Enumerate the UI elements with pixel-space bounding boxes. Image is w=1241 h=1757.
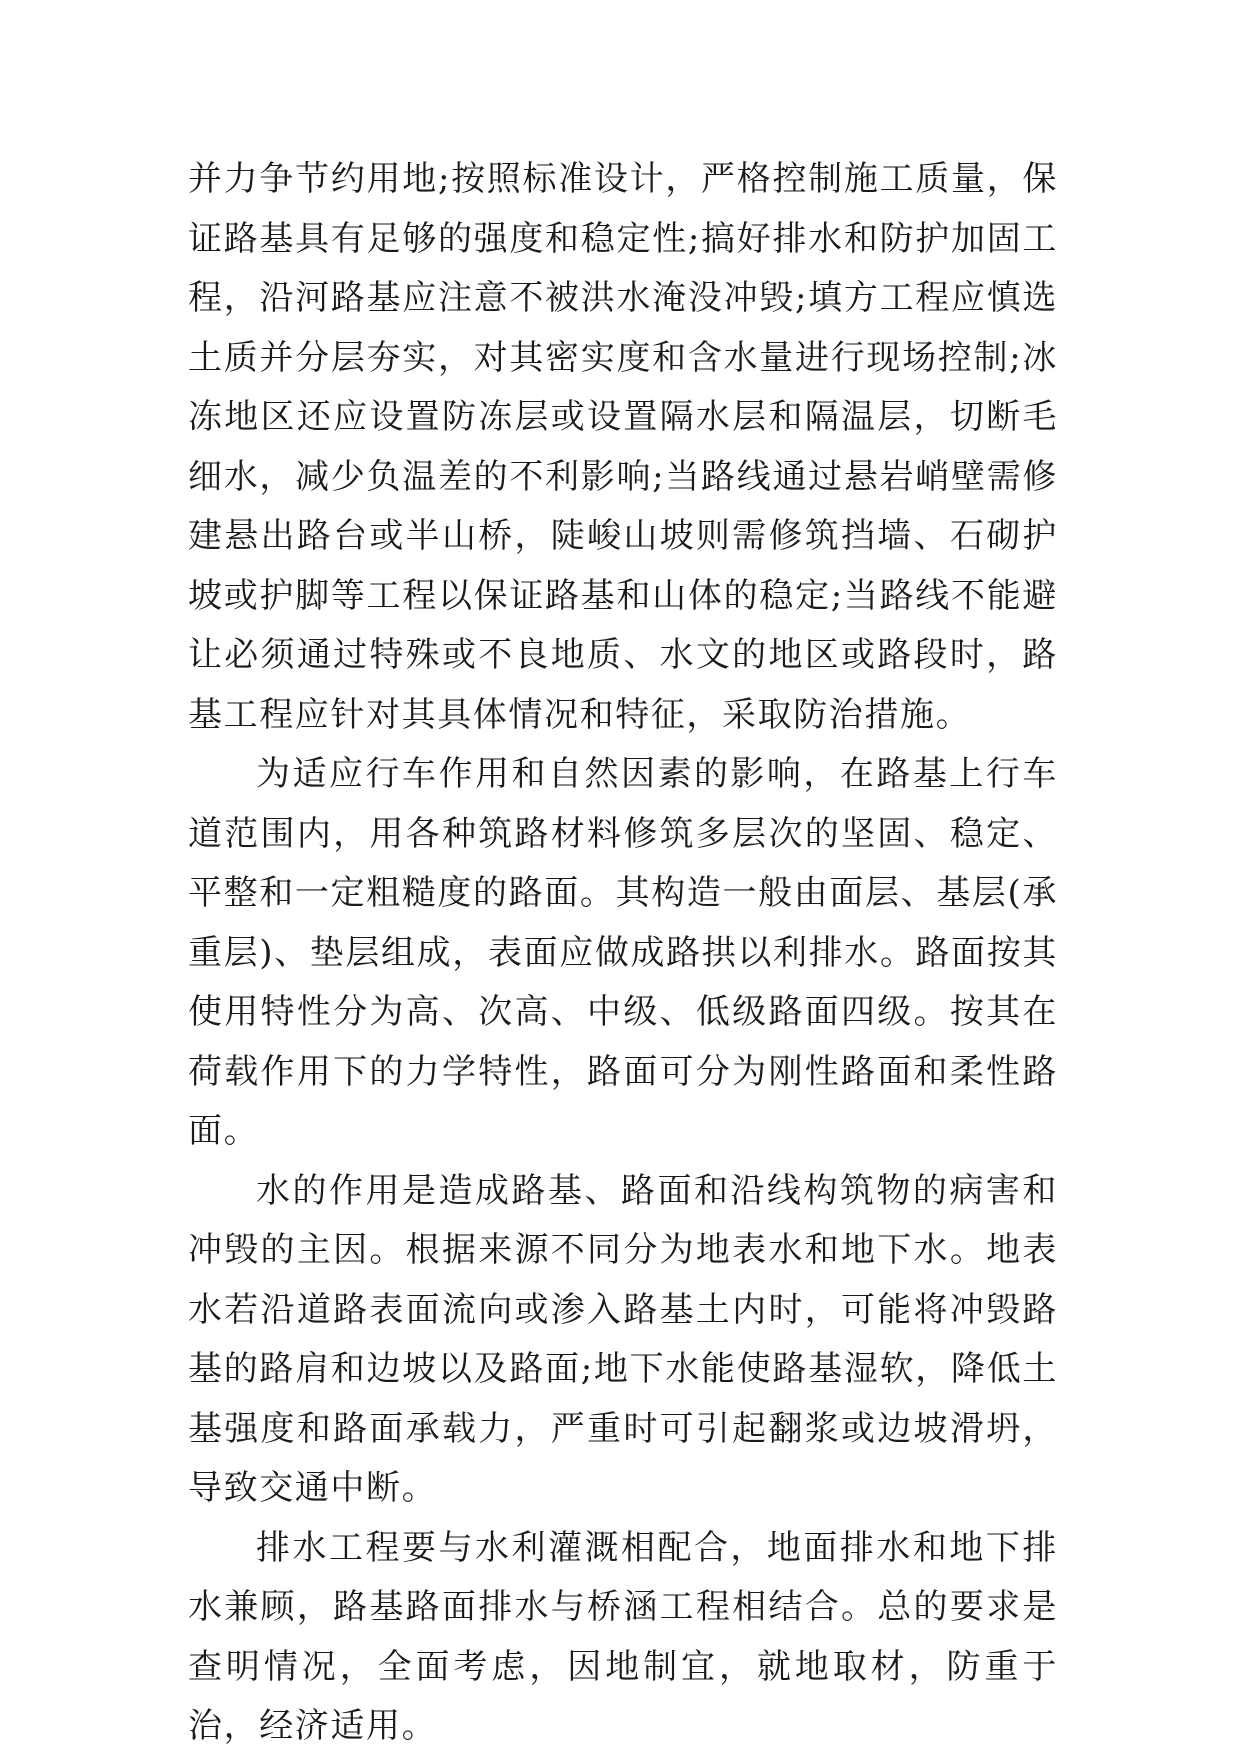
paragraph-water-damage: 水的作用是造成路基、路面和沿线构筑物的病害和冲毁的主因。根据来源不同分为地表水和地下水。地表水若沿道路表面流向或渗入路基土内时，可能将冲毁路基的路肩和边坡以及路面;地下水能使路基湿软，降低土基强度和路面承载力，严重时可引起翻浆或边坡滑坍，导致交通中断。 <box>188 1170 1058 1508</box>
body-text <box>188 150 1058 1757</box>
paragraph-drainage-works: 排水工程要与水利灌溉相配合，地面排水和地下排水兼顾，路基路面排水与桥涵工程相结合。总的要求是查明情况，全面考虑，因地制宜，就地取材，防重于治，经济适用。 <box>188 1527 1058 1746</box>
paragraph-pavement-structure: 为适应行车作用和自然因素的影响，在路基上行车道范围内，用各种筑路材料修筑多层次的坚固、稳定、平整和一定粗糙度的路面。其构造一般由面层、基层(承重层)、垫层组成，表面应做成路拱以利排水。路面按其使用特性分为高、次高、中级、低级路面四级。按其在荷载作用下的力学特性，路面可分为刚性路面和柔性路面。 <box>188 754 1058 1151</box>
paragraph-roadbed-requirements: 并力争节约用地;按照标准设计，严格控制施工质量，保证路基具有足够的强度和稳定性;搞好排水和防护加固工程，沿河路基应注意不被洪水淹没冲毁;填方工程应慎选土质并分层夯实，对其密实度和含水量进行现场控制;冰冻地区还应设置防冻层或设置隔水层和隔温层，切断毛细水，减少负温差的不利影响;当路线通过悬岩峭壁需修建悬出路台或半山桥，陡峻山坡则需修筑挡墙、石砌护坡或护脚等工程以保证路基和山体的稳定;当路线不能避让必须通过特殊或不良地质、水文的地区或路段时，路基工程应针对其具体情况和特征，采取防治措施。 <box>188 159 1058 735</box>
